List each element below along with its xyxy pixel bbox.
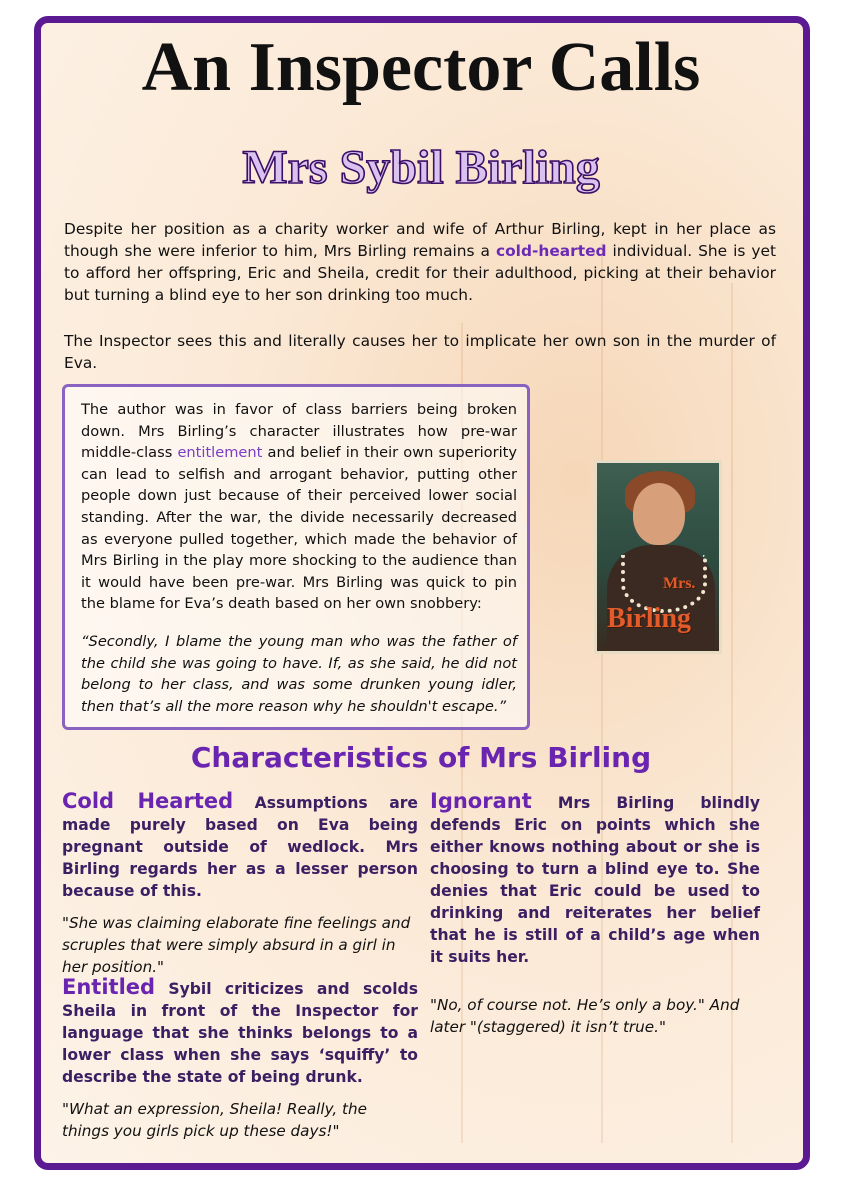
context-quote: “Secondly, I blame the young man who was the father of the child she was going to have. If, as she said, he did not belong to her class, and was some drunken young idler, then that’s all the more reason why he shouldn't escape.” bbox=[81, 632, 517, 715]
poster-caption-line-1: Mrs. bbox=[663, 575, 696, 592]
trait-keyword: Ignorant bbox=[430, 789, 532, 813]
section-title: Characteristics of Mrs Birling bbox=[190, 741, 652, 774]
highlight-cold-hearted: cold-hearted bbox=[495, 242, 607, 260]
trait-description: Sybil criticizes and scolds Sheila in front of the Inspector for language that she thinks belongs to a lower class when she says ‘squiffy’ to describe the state of being drunk. bbox=[62, 980, 418, 1086]
intro-paragraph-2: The Inspector sees this and literally causes her to implicate her own son in the murder of Eva. bbox=[64, 332, 776, 372]
page-subtitle: Mrs Sybil Birling bbox=[242, 141, 600, 194]
trait-quote: "No, of course not. He’s only a boy." And later "(staggered) it isn’t true." bbox=[430, 996, 740, 1036]
trait-ignorant bbox=[430, 790, 760, 1038]
mrs-birling-poster-image bbox=[594, 460, 722, 654]
page-title: An Inspector Calls bbox=[141, 29, 701, 106]
trait-quote: "What an expression, Sheila! Really, the things you girls pick up these days!" bbox=[62, 1100, 367, 1140]
trait-description: Mrs Birling blindly defends Eric on points which she either knows nothing about or she is choosing to turn a blind eye to. She denies that Eric could be used to drinking and reiterates her belief that he is still of a child’s age when it suits her. bbox=[430, 794, 760, 966]
trait-description: Assumptions are made purely based on Eva being pregnant outside of wedlock. Mrs Birling regards her as a lesser person because of this. bbox=[62, 794, 419, 900]
trait-cold-hearted bbox=[62, 790, 418, 978]
context-box bbox=[62, 384, 530, 730]
trait-keyword: Entitled bbox=[62, 975, 156, 999]
highlight-entitlement: entitlement bbox=[177, 444, 263, 462]
trait-keyword: Cold Hearted bbox=[62, 789, 234, 813]
poster-caption-line-2: Birling bbox=[607, 603, 692, 634]
trait-quote: "She was claiming elaborate fine feelings and scruples that were simply absurd in a girl in her position." bbox=[62, 914, 411, 976]
context-paragraph: The author was in favor of class barriers being broken down. Mrs Birling’s character illustrates how pre-war middle-class entitlement and belief in their own superiority can lead to selfish and arrogant behavior, putting other people down just because of their perceived lower social standing. After the war, the divide necessarily decreased as everyone pulled together, which made the behavior of Mrs Birling in the play more shocking to the audience than it would have been pre-war. Mrs Birling was quick to pin the blame for Eva’s death based on her own snobbery: bbox=[81, 401, 517, 613]
intro-paragraph-1: Despite her position as a charity worker and wife of Arthur Birling, kept in her place as though she were inferior to him, Mrs Birling remains a cold-hearted individual. She is yet to afford her offspring, Eric and Sheila, credit for their adulthood, picking at their behavior but turning a blind eye to her son drinking too much. bbox=[64, 220, 776, 304]
trait-entitled bbox=[62, 976, 418, 1142]
